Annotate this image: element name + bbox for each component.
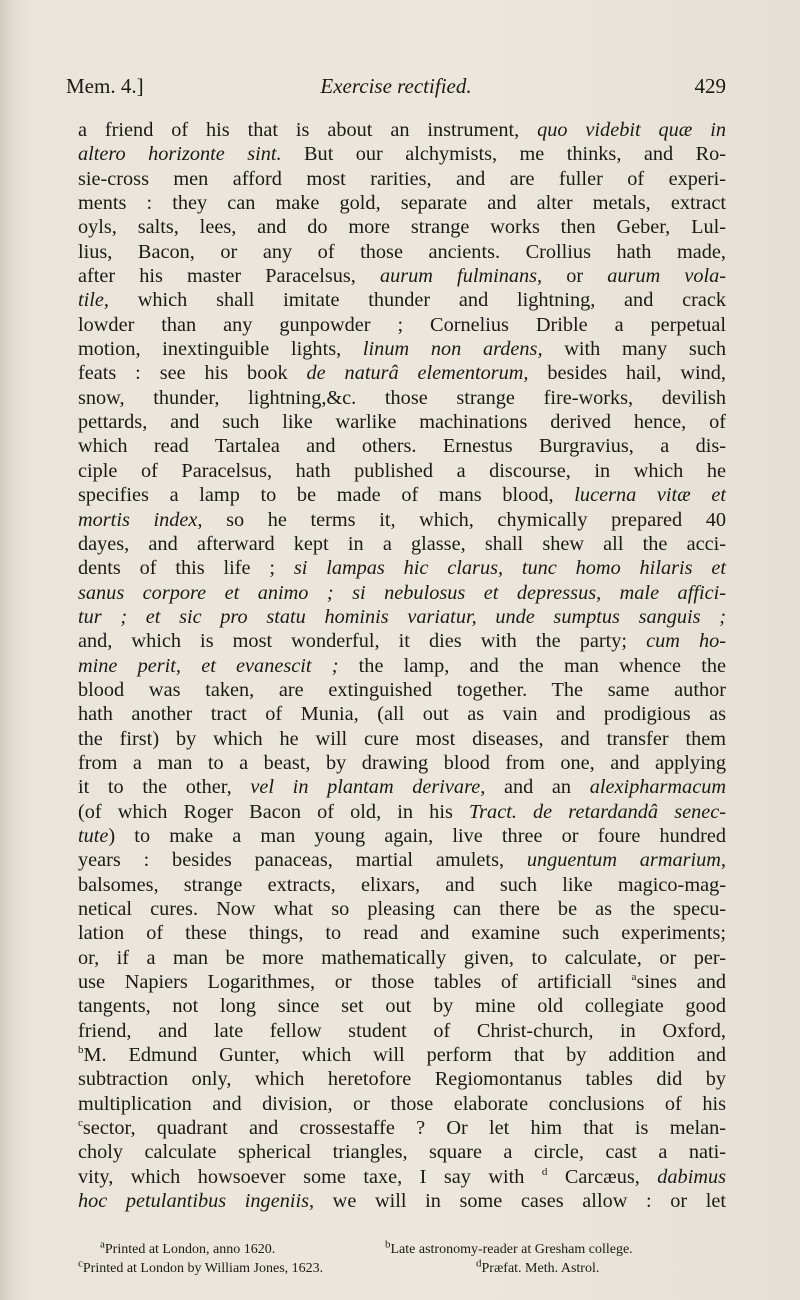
italic-text: mine perit, et evanescit ; (78, 654, 339, 677)
text-segment: or, if a man be more mathematically given, to calculate, or per- (78, 946, 726, 969)
text-line (78, 118, 726, 142)
footnote-ref: b (78, 1044, 84, 1057)
text-line (78, 873, 726, 897)
text-segment: ) to make a man young again, live three or foure hundred (108, 824, 726, 847)
text-line (78, 800, 726, 824)
text-line (78, 508, 726, 532)
footnote-mark: d (476, 1257, 482, 1270)
italic-text: alexipharmacum (589, 776, 726, 799)
text-segment: or (542, 265, 608, 288)
text-segment: which shall imitate thunder and lightning, and crack (108, 289, 726, 312)
text-segment: a friend of his that is about an instrument, (78, 119, 538, 141)
section-marker: Mem. 4.] (66, 74, 144, 98)
text-segment: the first) by which he will cure most diseases, and transfer them (78, 727, 726, 750)
text-segment: dents of this life ; (78, 557, 294, 580)
text-line (78, 240, 726, 264)
italic-text: Tract. de retardandâ senec- (469, 800, 726, 823)
italic-text: linum non ardens, (362, 338, 543, 361)
footnote-mark: b (385, 1238, 391, 1251)
text-line (78, 264, 726, 288)
page-number: 429 (694, 74, 726, 98)
italic-text: aurum fulminans, (379, 265, 543, 288)
text-line (78, 386, 726, 410)
text-line (78, 288, 726, 312)
text-line (78, 337, 726, 361)
footnote-ref: d (541, 1166, 548, 1179)
text-segment: ciple of Paracelsus, hath published a discourse, in which he (78, 459, 726, 482)
text-segment: sie-cross men afford most rarities, and are fuller of experi- (78, 167, 726, 190)
footnote-c (78, 1259, 323, 1278)
text-segment: specifies a lamp to be made of mans blood, (78, 484, 575, 507)
text-segment: tangents, not long since set out by mine old collegiate good (78, 995, 726, 1018)
text-line (78, 215, 726, 239)
text-line (78, 848, 726, 872)
text-line (78, 1092, 726, 1116)
text-line (78, 483, 726, 507)
text-segment: oyls, salts, lees, and do more strange works then Geber, Lul- (78, 216, 726, 239)
text-line (78, 946, 726, 970)
text-line (78, 410, 726, 434)
footnote-ref: a (631, 971, 637, 984)
italic-text: unguentum armarium, (526, 849, 726, 872)
text-line (78, 1165, 726, 1189)
text-segment: balsomes, strange extracts, elixars, and such like magico-mag- (78, 873, 726, 896)
text-segment: sector, quadrant and crossestaffe ? Or let him that is melan- (82, 1117, 726, 1140)
text-segment: But our alchymists, me thinks, and Ro- (281, 143, 726, 166)
text-line (78, 605, 726, 629)
italic-text: hoc petulantibus ingeniis, (78, 1190, 315, 1213)
text-line (78, 702, 726, 726)
italic-text: tile, (78, 289, 109, 312)
italic-text: tute (78, 824, 109, 847)
footnote-text: Præfat. Meth. Astrol. (481, 1261, 600, 1276)
text-segment: blood was taken, are extinguished together. The same author (78, 678, 726, 701)
text-line (78, 921, 726, 945)
text-line (78, 1189, 726, 1213)
text-segment: subtraction only, which heretofore Regiomontanus tables did by (78, 1068, 726, 1091)
text-segment: hath another tract of Munia, (all out as vain and prodigious as (78, 703, 726, 726)
italic-text: de naturâ elementorum, (306, 362, 529, 385)
text-segment: we will in some cases allow : or let (314, 1190, 726, 1213)
text-segment: lation of these things, to read and examine such experiments; (78, 922, 726, 945)
text-line (78, 459, 726, 483)
italic-text: altero horizonte sint. (78, 143, 282, 166)
text-segment: and, which is most wonderful, it dies with the party; (78, 630, 647, 653)
footnote-text: Late astronomy-reader at Gresham college. (390, 1242, 633, 1257)
text-segment: friend, and late fellow student of Christ-church, in Oxford, (78, 1019, 726, 1042)
text-segment: multiplication and division, or those elaborate conclusions of his (78, 1092, 726, 1115)
text-segment: snow, thunder, lightning,&c. those strange fire-works, devilish (78, 386, 726, 409)
text-line (78, 629, 726, 653)
text-line (78, 654, 726, 678)
text-segment: from a man to a beast, by drawing blood from one, and applying (78, 751, 726, 774)
text-segment: M. Edmund Gunter, which will perform that by addition and (83, 1044, 726, 1067)
footnote-a (100, 1240, 275, 1259)
italic-text: sanus corpore et animo ; si nebulosus et depressus, male affici- (78, 581, 726, 604)
italic-text: tur ; et sic pro statu hominis variatur, unde sumptus sanguis ; (78, 605, 726, 628)
text-line (78, 824, 726, 848)
text-line (78, 581, 726, 605)
text-line (78, 970, 726, 994)
footnotes (78, 1240, 726, 1278)
text-segment: which read Tartalea and others. Ernestus Burgravius, a dis- (78, 435, 726, 458)
footnote-text: Printed at London, anno 1620. (104, 1242, 276, 1257)
italic-text: cum ho- (646, 630, 726, 653)
footnote-d (476, 1259, 599, 1278)
text-segment: and an (485, 776, 590, 799)
text-segment: lius, Bacon, or any of those ancients. Crollius hath made, (78, 240, 726, 263)
text-segment: after his master Paracelsus, (78, 265, 380, 288)
text-line (78, 191, 726, 215)
text-line (78, 556, 726, 580)
text-segment: with many such (542, 338, 726, 361)
text-segment: so he terms it, which, chymically prepared 40 (202, 508, 726, 531)
text-line (78, 678, 726, 702)
text-segment: (of which Roger Bacon of old, in his (78, 800, 469, 823)
text-line (78, 1116, 726, 1140)
running-head (66, 74, 726, 104)
text-segment: netical cures. Now what so pleasing can there be as the specu- (78, 898, 726, 920)
footnote-row (78, 1259, 726, 1278)
text-segment: years : besides panaceas, martial amulets, (78, 849, 527, 872)
footnote-ref: c (78, 1117, 83, 1130)
text-line (78, 361, 726, 385)
text-line (78, 434, 726, 458)
text-segment: vity, which howsoever some taxe, I say with (78, 1165, 542, 1188)
text-line (78, 1043, 726, 1067)
italic-text: aurum vola- (607, 265, 727, 288)
footnote-mark: c (78, 1257, 83, 1270)
text-line (78, 313, 726, 337)
text-segment: sines and (636, 971, 726, 994)
text-segment: pettards, and such like warlike machinations derived hence, of (78, 411, 726, 434)
text-segment: ments : they can make gold, separate and alter metals, extract (78, 192, 726, 215)
text-line (78, 1019, 726, 1043)
text-line (78, 1140, 726, 1164)
italic-text: si lampas hic clarus, tunc homo hilaris et (293, 557, 726, 580)
italic-text: lucerna vitæ et (574, 484, 727, 507)
text-segment: lowder than any gunpowder ; Cornelius Drible a perpetual (78, 313, 726, 336)
text-segment: besides hail, wind, (528, 362, 727, 385)
text-line (78, 775, 726, 799)
text-line (78, 142, 726, 166)
text-line (78, 751, 726, 775)
text-segment: use Napiers Logarithmes, or those tables of artificiall (78, 971, 632, 994)
text-segment: the lamp, and the man whence the (338, 654, 726, 677)
text-segment: Carcæus, (547, 1165, 658, 1188)
body-text (78, 118, 726, 1213)
text-line (78, 167, 726, 191)
text-line (78, 1067, 726, 1091)
text-segment: motion, inextinguible lights, (78, 338, 363, 361)
footnote-row (78, 1240, 726, 1259)
page-title: Exercise rectified. (320, 74, 472, 98)
text-segment: choly calculate spherical triangles, square a circle, cast a nati- (78, 1141, 726, 1164)
italic-text: quo videbit quæ in (537, 119, 726, 141)
text-segment: it to the other, (78, 776, 251, 799)
footnote-b (385, 1240, 633, 1259)
text-segment: feats : see his book (78, 362, 307, 385)
text-line (78, 994, 726, 1018)
text-line (78, 532, 726, 556)
text-segment: dayes, and afterward kept in a glasse, shall shew all the acci- (78, 532, 726, 555)
italic-text: vel in plantam derivare, (250, 776, 486, 799)
italic-text: dabimus (657, 1165, 727, 1188)
footnote-mark: a (100, 1238, 105, 1251)
text-line (78, 727, 726, 751)
text-line (78, 897, 726, 921)
footnote-text: Printed at London by William Jones, 1623. (82, 1261, 324, 1276)
italic-text: mortis index, (78, 508, 203, 531)
